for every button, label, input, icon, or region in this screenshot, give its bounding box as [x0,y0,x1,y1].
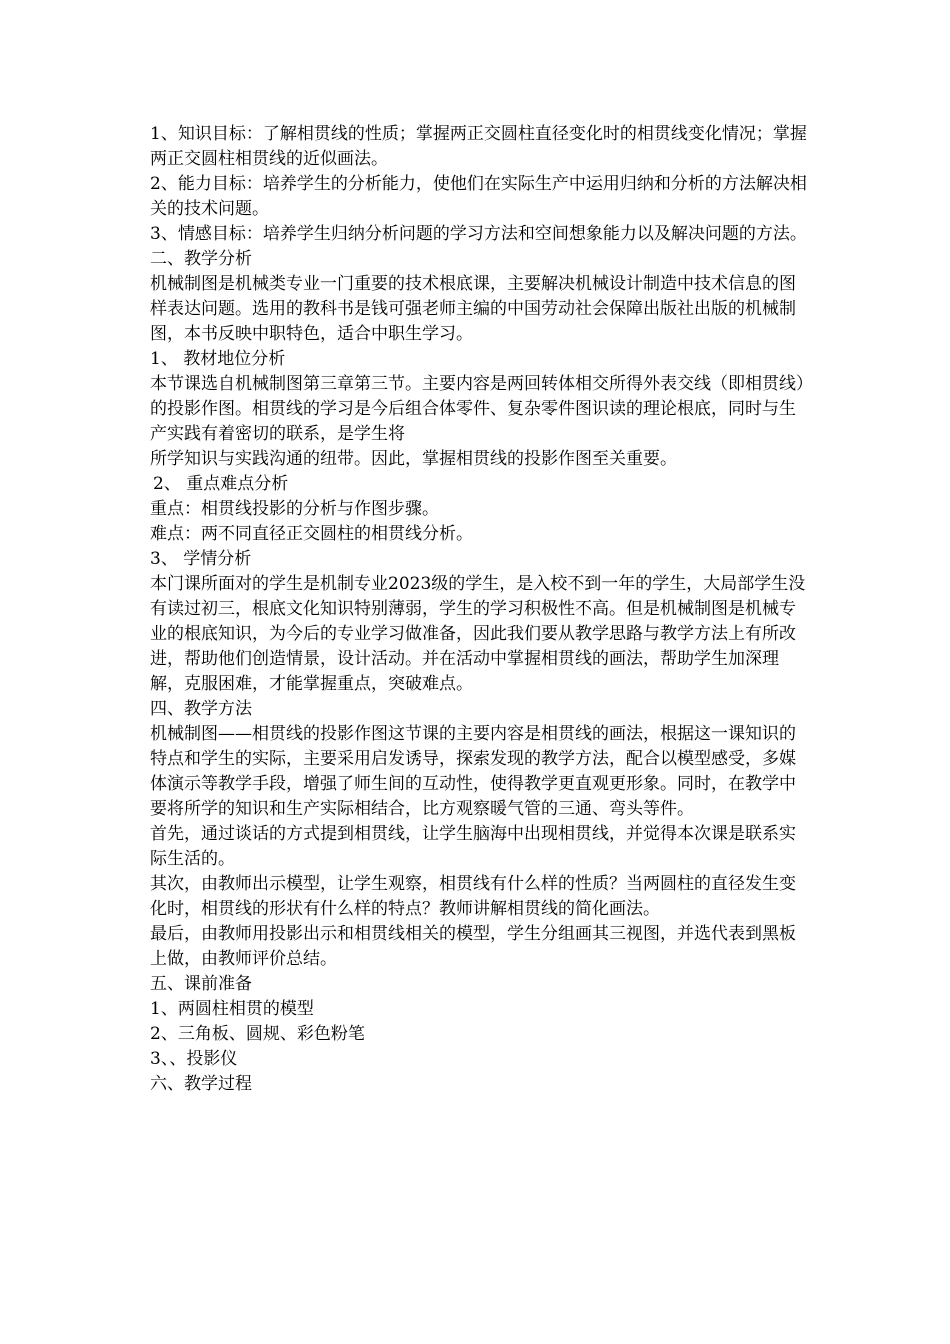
textbook-position-text-cont: 所学知识与实践沟通的纽带。因此，掌握相贯线的投影作图至关重要。 [150,449,677,469]
subheading-student-analysis: 3、 学情分析 [150,549,252,569]
prep-item-tools: 2、三角板、圆规、彩色粉笔 [150,1024,365,1044]
heading-teaching-analysis: 二、教学分析 [150,249,252,269]
method-step-second: 其次，由教师出示模型，让学生观察，相贯线有什么样的性质？当两圆柱的直径发生变化时，相贯线的形状有什么样的特点？教师讲解相贯线的简化画法。 [150,874,796,919]
heading-teaching-process: 六、教学过程 [150,1074,252,1094]
goal-ability: 2、能力目标：培养学生的分析能力，使他们在实际生产中运用归纳和分析的方法解决相关的技术问题。 [150,174,807,219]
method-step-last: 最后，由教师用投影出示和相贯线相关的模型，学生分组画其三视图，并选代表到黑板上做，由教师评价总结。 [150,924,796,969]
student-analysis-text: 本门课所面对的学生是机制专业2023级的学生，是入校不到一年的学生，大局部学生没有读过初三，根底文化知识特别薄弱，学生的学习积极性不高。但是机械制图是机械专业的根底知识，为今后的专业学习做准备，因此我们要从教学思路与教学方法上有所改进，帮助他们创造情景，设计活动。并在活动中掌握相贯线的画法，帮助学生加深理解，克服困难，才能掌握重点，突破难点。 [150,574,806,694]
goal-knowledge: 1、知识目标：了解相贯线的性质；掌握两正交圆柱直径变化时的相贯线变化情况；掌握两正交圆柱相贯线的近似画法。 [150,124,807,169]
document-body [150,122,810,1097]
method-step-first: 首先，通过谈话的方式提到相贯线，让学生脑海中出现相贯线，并觉得本次课是联系实际生活的。 [150,824,796,869]
course-intro: 机械制图是机械类专业一门重要的技术根底课，主要解决机械设计制造中技术信息的图样表达问题。选用的教科书是钱可强老师主编的中国劳动社会保障出版社出版的机械制图，本书反映中职特色，适合中职生学习。 [150,274,796,344]
prep-item-model: 1、两圆柱相贯的模型 [150,999,314,1019]
textbook-position-text: 本节课选自机械制图第三章第三节。主要内容是两回转体相交所得外表交线（即相贯线）的投影作图。相贯线的学习是今后组合体零件、复杂零件图识读的理论根底，同时与生产实践有着密切的联系，是学生将 [150,374,805,444]
subheading-textbook-position: 1、 教材地位分析 [150,349,286,369]
prep-item-projector: 3、、投影仪 [150,1049,238,1069]
difficult-point: 难点：两不同直径正交圆柱的相贯线分析。 [150,524,473,544]
subheading-key-difficult: 2、 重点难点分析 [153,474,289,494]
heading-preparation: 五、课前准备 [150,974,252,994]
key-point: 重点：相贯线投影的分析与作图步骤。 [150,499,439,519]
goal-emotion: 3、情感目标：培养学生归纳分析问题的学习方法和空间想象能力以及解决问题的方法。 [150,224,807,244]
heading-teaching-method: 四、教学方法 [150,699,252,719]
teaching-method-text: 机械制图——相贯线的投影作图这节课的主要内容是相贯线的画法，根据这一课知识的特点和学生的实际，主要采用启发诱导，探索发现的教学方法，配合以模型感受，多媒体演示等教学手段，增强了师生间的互动性，使得教学更直观更形象。同时，在教学中要将所学的知识和生产实际相结合，比方观察暖气管的三通、弯头等件。 [150,724,796,819]
